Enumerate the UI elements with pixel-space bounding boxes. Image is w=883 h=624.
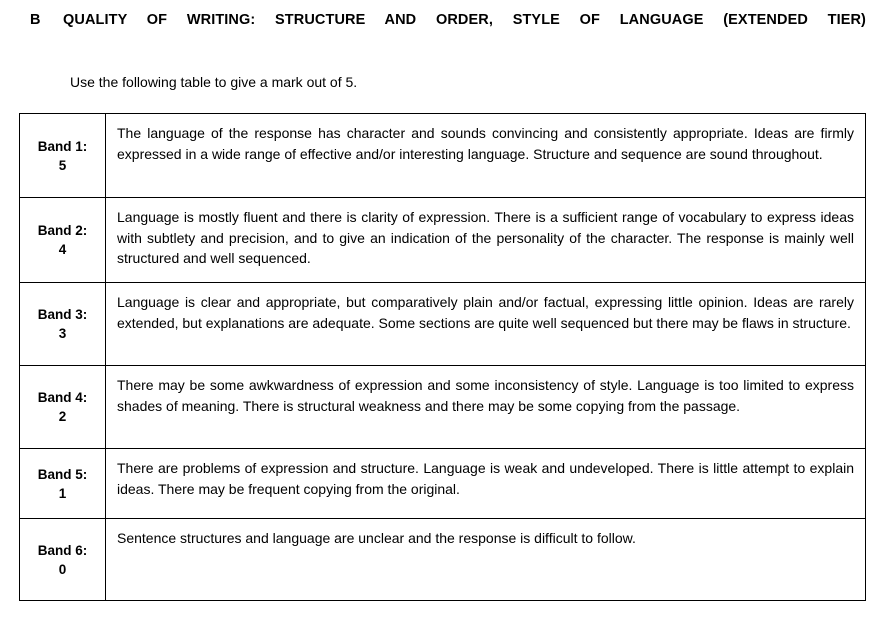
band-description: There may be some awkwardness of expression and some inconsistency of style. Language is too limited to express shades of meaning. There is structural weakness and there may be some copying from the passage.: [117, 377, 854, 414]
band-label: Band 1:: [37, 138, 88, 154]
section-letter: B: [30, 12, 41, 28]
table-row: [20, 366, 866, 449]
band-label: Band 2:: [37, 223, 88, 238]
table-row: [20, 449, 866, 519]
table-row: [20, 519, 866, 601]
table-row: [20, 114, 866, 198]
page-title: QUALITY OF WRITING: STRUCTURE AND ORDER, STYLE OF LANGUAGE (EXTENDED TIER): [63, 12, 866, 28]
band-mark: 2: [58, 409, 67, 424]
band-description: Sentence structures and language are unclear and the response is difficult to follow.: [117, 530, 636, 546]
band-description: There are problems of expression and structure. Language is weak and undeveloped. There is little attempt to explain ideas. There may be frequent copying from the original.: [117, 460, 854, 497]
marking-criteria-table: [19, 113, 866, 601]
band-description: Language is clear and appropriate, but comparatively plain and/or factual, expressing little opinion. Ideas are rarely extended, but explanations are adequate. Some sections are quite well sequenced but there may be flaws in structure.: [117, 294, 854, 331]
section-heading: [30, 10, 866, 52]
table-body: [20, 114, 866, 601]
band-cell: [20, 114, 106, 198]
band-label: Band 3:: [37, 307, 88, 322]
band-cell: [20, 283, 106, 366]
band-cell: [20, 198, 106, 283]
band-label: Band 5:: [37, 466, 88, 482]
band-mark: 5: [58, 157, 67, 173]
band-label: Band 4:: [37, 390, 88, 405]
band-mark: 3: [58, 326, 67, 341]
band-mark: 0: [58, 561, 67, 577]
table-row: [20, 283, 866, 366]
band-cell: [20, 366, 106, 449]
band-description: The language of the response has character and sounds convincing and consistently appropriate. Ideas are firmly expressed in a wide range of effective and/or interesting language. Structure and sequence are sound throughout.: [117, 125, 854, 162]
band-cell: [20, 519, 106, 601]
band-mark: 4: [58, 242, 67, 257]
band-label: Band 6:: [37, 542, 88, 558]
band-description: Language is mostly fluent and there is clarity of expression. There is a sufficient range of vocabulary to express ideas with subtlety and precision, and to give an indication of the personality of the character. The response is mainly well structured and well sequenced.: [117, 209, 854, 266]
band-cell: [20, 449, 106, 519]
band-mark: 1: [58, 485, 67, 501]
instruction-text: Use the following table to give a mark out of 5.: [70, 74, 358, 90]
table-row: [20, 198, 866, 283]
